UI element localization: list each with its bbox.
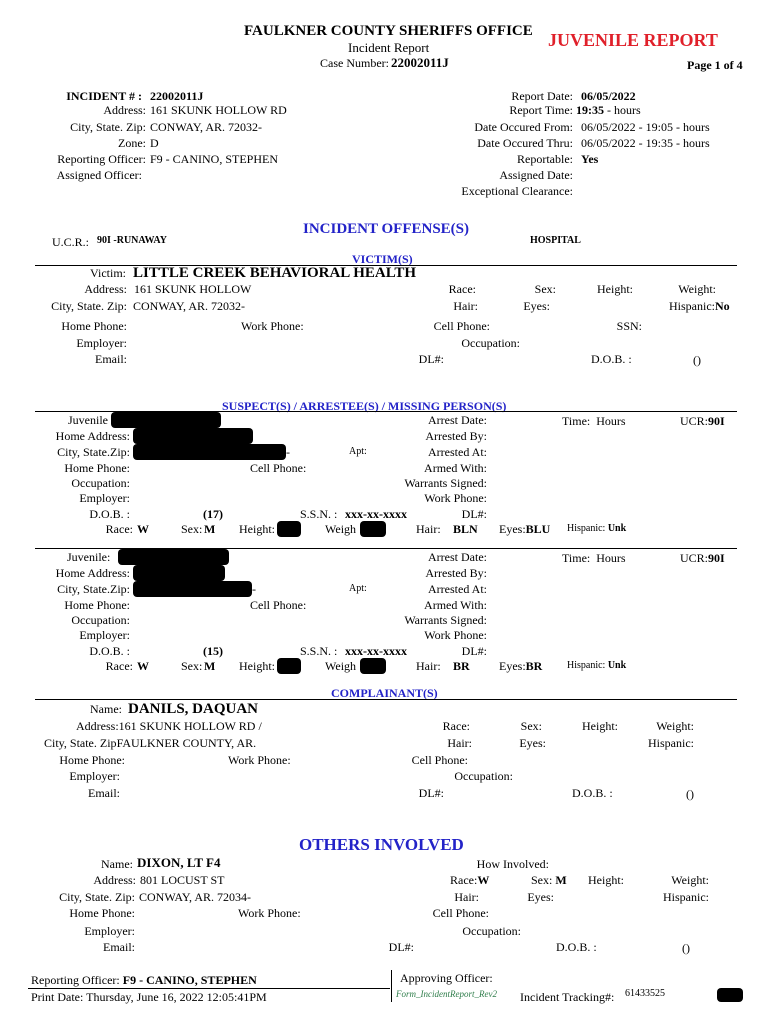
victim-work-phone-label: Work Phone:: [241, 319, 304, 333]
complainant-address: 161 SKUNK HOLLOW RD /: [118, 719, 262, 733]
suspect-1-hair-label: Hair:: [416, 522, 441, 536]
suspect-1-eyes-field: [499, 523, 550, 535]
others-employer-label: Employer:: [84, 924, 135, 938]
occured-from-label: Date Occured From:: [474, 120, 573, 134]
suspect-1-dob-label: D.O.B. :: [89, 507, 130, 521]
others-hispanic-label: Hispanic:: [663, 890, 709, 904]
city-label: City, State. Zip:: [70, 120, 146, 134]
suspect-2-time-field: [562, 552, 626, 564]
suspect-2-hair-label: Hair:: [416, 659, 441, 673]
form-name: Form_IncidentReport_Rev2: [396, 989, 497, 999]
suspect-2-dob-label: D.O.B. :: [89, 644, 130, 658]
complainant-city-label: City, State. Zip: [44, 736, 117, 750]
suspect-2-sex: M: [204, 659, 216, 673]
assigned-officer-label: Assigned Officer:: [56, 168, 142, 182]
report-time-label: Report Time:: [509, 103, 573, 117]
complainant-name: DANILS, DAQUAN: [128, 701, 259, 717]
suspect-2-name-redaction: [118, 549, 229, 565]
suspect-2-home-phone-label: Home Phone:: [64, 598, 130, 612]
victim-label: Victim:: [90, 266, 126, 280]
complainant-divider: [35, 699, 737, 700]
occured-thru: 06/05/2022 - 19:35 - hours: [581, 136, 710, 150]
suspect-1-occupation-label: Occupation:: [71, 476, 130, 490]
ucr-label: U.C.R.:: [52, 235, 90, 249]
suspect-1-ucr-label: UCR:: [680, 414, 709, 428]
others-address-label: Address:: [93, 873, 136, 887]
suspect-2-race-label: Race:: [105, 659, 133, 673]
victim-ssn-label: SSN:: [616, 319, 642, 333]
victim-employer-label: Employer:: [76, 336, 127, 350]
suspect-1-arrested-at-label: Arrested At:: [428, 445, 487, 459]
offense-location: HOSPITAL: [530, 235, 581, 246]
complainant-name-label: Name:: [90, 702, 122, 716]
suspect-1-arrested-by-label: Arrested By:: [425, 429, 487, 443]
victim-email-label: Email:: [95, 352, 127, 366]
others-weight-label: Weight:: [671, 873, 709, 887]
others-height-label: Height:: [588, 873, 624, 887]
suspect-2-time-label: Time:: [562, 551, 591, 565]
victim-cell-phone-label: Cell Phone:: [433, 319, 490, 333]
victim-occupation-label: Occupation:: [461, 336, 520, 350]
victim-city-label: City, State. Zip:: [51, 299, 127, 313]
suspect-1-ucr-field: [680, 415, 725, 427]
suspect-2-city-label: City, State.Zip:: [57, 582, 130, 596]
complainant-dob-label: D.O.B. :: [572, 786, 613, 800]
assigned-date-label: Assigned Date:: [499, 168, 573, 182]
suspect-2-eyes-label: Eyes:: [499, 659, 526, 673]
complainant-employer-label: Employer:: [69, 769, 120, 783]
victim-city: CONWAY, AR. 72032-: [133, 299, 246, 313]
suspect-2-eyes-field: [499, 660, 542, 672]
victim-address: 161 SKUNK HOLLOW: [134, 282, 252, 296]
suspect-2-home-address-label: Home Address:: [55, 566, 130, 580]
suspect-1-ssn: xxx-xx-xxxx: [345, 507, 407, 521]
suspect-2-cell-phone-label: Cell Phone:: [250, 598, 307, 612]
suspect-1-sex: M: [204, 522, 216, 536]
others-email-label: Email:: [103, 940, 135, 954]
others-address: 801 LOCUST ST: [140, 873, 225, 887]
victim-sex-label: Sex:: [534, 282, 556, 296]
occured-thru-label: Date Occured Thru:: [477, 136, 573, 150]
complainant-hispanic-label: Hispanic:: [648, 736, 694, 750]
complainant-address-field: [76, 720, 262, 732]
victim-home-phone-label: Home Phone:: [61, 319, 127, 333]
incident-number: 22002011J: [150, 89, 204, 103]
victim-heading: VICTIM(S): [352, 252, 413, 266]
others-race-label: Race:: [450, 873, 478, 887]
complainant-race-label: Race:: [442, 719, 470, 733]
others-name: DIXON, LT F4: [137, 855, 221, 870]
suspect-1-hispanic: Unk: [607, 523, 627, 534]
complainant-home-phone-label: Home Phone:: [59, 753, 125, 767]
others-dob-label: D.O.B. :: [556, 940, 597, 954]
complainant-height-label: Height:: [582, 719, 618, 733]
incident-address: 161 SKUNK HOLLOW RD: [150, 103, 287, 117]
footer-vertical-divider: [391, 970, 392, 1002]
suspect-2-employer-label: Employer:: [79, 628, 130, 642]
suspect-2-ucr-label: UCR:: [680, 551, 709, 565]
suspect-1-hispanic-label: Hispanic:: [567, 523, 606, 534]
reporting-officer: F9 - CANINO, STEPHEN: [150, 152, 279, 166]
print-date: Print Date: Thursday, June 16, 2022 12:05:41PM: [31, 990, 267, 1004]
footer-reporting-officer-label: Reporting Officer:: [31, 973, 120, 987]
victim-hispanic-label: Hispanic:: [669, 299, 715, 313]
others-occupation-label: Occupation:: [462, 924, 521, 938]
suspect-2-hispanic-label: Hispanic:: [567, 660, 606, 671]
suspect-1-time-field: [562, 415, 626, 427]
zone-label: Zone:: [118, 136, 146, 150]
others-sex: M: [555, 873, 567, 887]
reportable-label: Reportable:: [517, 152, 573, 166]
others-city: CONWAY, AR. 72034-: [139, 890, 252, 904]
suspect-1-hispanic-field: [567, 524, 626, 534]
suspect-2-age: (15): [203, 644, 223, 658]
suspect-1-armed-with-label: Armed With:: [424, 461, 487, 475]
suspect-2-eyes: BR: [525, 659, 543, 673]
others-cell-phone-label: Cell Phone:: [432, 906, 489, 920]
suspect-1-weight-redaction: [360, 521, 386, 537]
suspect-2-ssn: xxx-xx-xxxx: [345, 644, 407, 658]
suspect-1-name-redaction: [111, 412, 221, 428]
complainant-email-label: Email:: [88, 786, 120, 800]
suspect-1-height-label: Height:: [239, 522, 275, 536]
incident-zone: D: [150, 136, 159, 150]
offense-heading: INCIDENT OFFENSE(S): [303, 221, 470, 237]
others-name-label: Name:: [101, 857, 133, 871]
suspect-2-weight-redaction: [360, 658, 386, 674]
victim-weight-label: Weight:: [678, 282, 716, 296]
suspect-1-sex-label: Sex:: [181, 522, 203, 536]
victim-height-label: Height:: [597, 282, 633, 296]
victim-eyes-label: Eyes:: [523, 299, 550, 313]
suspect-1-warrants-label: Warrants Signed:: [404, 476, 487, 490]
complainant-cell-phone-label: Cell Phone:: [411, 753, 468, 767]
suspect-2-height-label: Height:: [239, 659, 275, 673]
complainant-hair-label: Hair:: [447, 736, 472, 750]
suspect-2-address-redaction: [133, 565, 225, 581]
suspect-2-work-phone-label: Work Phone:: [424, 628, 487, 642]
suspect-1-home-address-label: Home Address:: [55, 429, 130, 443]
footer-reporting-officer-field: [31, 974, 257, 986]
others-home-phone-label: Home Phone:: [69, 906, 135, 920]
suspect-2-race: W: [137, 659, 149, 673]
victim-name: LITTLE CREEK BEHAVIORAL HEALTH: [133, 265, 417, 281]
juvenile-report-title: JUVENILE REPORT: [548, 30, 718, 50]
complainant-eyes-label: Eyes:: [519, 736, 546, 750]
victim-race-label: Race:: [448, 282, 476, 296]
complainant-dl-label: DL#:: [418, 786, 444, 800]
address-label: Address:: [103, 103, 146, 117]
others-city-label: City, State. Zip:: [59, 890, 135, 904]
victim-dl-label: DL#:: [418, 352, 444, 366]
suspect-2-arrest-date-label: Arrest Date:: [428, 550, 487, 564]
tracking-number: 61433525: [625, 988, 665, 999]
suspect-2-apt-label: Apt:: [349, 583, 367, 594]
suspect-1-apt-label: Apt:: [349, 446, 367, 457]
suspect-2-weight-label: Weigh: [325, 659, 357, 673]
victim-hispanic: No: [715, 299, 730, 313]
suspect-1-cell-phone-label: Cell Phone:: [250, 461, 307, 475]
report-time: 19:35: [576, 103, 604, 117]
ucr-value: 90I -RUNAWAY: [97, 235, 167, 246]
suspect-1-employer-label: Employer:: [79, 491, 130, 505]
suspect-1-time-label: Time:: [562, 414, 591, 428]
suspect-1-time-value: Hours: [596, 414, 626, 428]
suspect-1-ucr: 90I: [708, 414, 725, 428]
approving-officer-label: Approving Officer:: [400, 971, 493, 985]
suspect-1-race: W: [137, 522, 149, 536]
others-sex-field: [531, 874, 567, 886]
complainant-city: FAULKNER COUNTY, AR.: [116, 736, 257, 750]
suspect-2-city-redaction: [133, 581, 252, 597]
suspect-1-ssn-label: S.S.N. :: [300, 507, 338, 521]
report-time-field: [576, 104, 641, 116]
others-heading: OTHERS INVOLVED: [299, 835, 464, 854]
report-type: Incident Report: [348, 40, 430, 55]
suspect-1-race-label: Race:: [105, 522, 133, 536]
complainant-heading: COMPLAINANT(S): [331, 686, 438, 700]
others-hair-label: Hair:: [454, 890, 479, 904]
victim-hispanic-field: [669, 300, 730, 312]
suspect-1-weight-label: Weigh: [325, 522, 357, 536]
complainant-sex-label: Sex:: [520, 719, 542, 733]
victim-address-label: Address:: [84, 282, 127, 296]
footer-reporting-officer: F9 - CANINO, STEPHEN: [122, 973, 257, 987]
incident-city: CONWAY, AR. 72032-: [150, 120, 263, 134]
victim-hair-label: Hair:: [453, 299, 478, 313]
case-number-label: Case Number:: [320, 56, 389, 70]
suspect-2-height-redaction: [277, 658, 301, 674]
case-number: 22002011J: [391, 55, 449, 70]
suspect-2-arrested-by-label: Arrested By:: [425, 566, 487, 580]
suspect-1-eyes-label: Eyes:: [499, 522, 526, 536]
footer-redaction: [717, 988, 743, 1002]
suspect-1-arrest-date-label: Arrest Date:: [428, 413, 487, 427]
suspect-2-ucr: 90I: [708, 551, 725, 565]
suspect-1-address-redaction: [133, 428, 253, 444]
exceptional-clearance-label: Exceptional Clearance:: [461, 184, 573, 198]
suspects-heading: SUSPECT(S) / ARRESTEE(S) / MISSING PERSON(S): [222, 399, 507, 413]
suspect-1-city-redaction: [133, 444, 286, 460]
report-date: 06/05/2022: [581, 89, 636, 103]
victim-age: (): [693, 353, 701, 367]
suspect-2-arrested-at-label: Arrested At:: [428, 582, 487, 596]
suspect-2-occupation-label: Occupation:: [71, 613, 130, 627]
report-time-suffix: - hours: [607, 103, 641, 117]
suspect-1-dl-label: DL#:: [461, 507, 487, 521]
suspect-2-hair: BR: [453, 659, 470, 673]
others-dl-label: DL#:: [388, 940, 414, 954]
suspect-2-hispanic: Unk: [607, 660, 627, 671]
suspect-2-warrants-label: Warrants Signed:: [404, 613, 487, 627]
complainant-age: (): [686, 787, 694, 801]
complainant-weight-label: Weight:: [656, 719, 694, 733]
complainant-work-phone-label: Work Phone:: [228, 753, 291, 767]
suspect-1-city-label: City, State.Zip:: [57, 445, 130, 459]
others-work-phone-label: Work Phone:: [238, 906, 301, 920]
suspect-1-home-phone-label: Home Phone:: [64, 461, 130, 475]
others-sex-label: Sex:: [531, 873, 553, 887]
tracking-label: Incident Tracking#:: [520, 990, 615, 1004]
reporting-officer-label: Reporting Officer:: [57, 152, 146, 166]
suspect-2-hispanic-field: [567, 661, 626, 671]
report-date-label: Report Date:: [511, 89, 573, 103]
suspect-2-dl-label: DL#:: [461, 644, 487, 658]
suspect-1-height-redaction: [277, 521, 301, 537]
incident-number-label: INCIDENT # :: [66, 89, 142, 103]
suspect-1-city-suffix: -: [286, 445, 290, 459]
others-race: W: [477, 873, 490, 887]
suspect-2-juvenile-label: Juvenile:: [67, 550, 111, 564]
suspect-2-armed-with-label: Armed With:: [424, 598, 487, 612]
office-title: FAULKNER COUNTY SHERIFFS OFFICE: [244, 23, 533, 39]
victim-dob-label: D.O.B. :: [591, 352, 632, 366]
complainant-city-field: [44, 737, 256, 749]
others-how-involved-label: How Involved:: [476, 857, 549, 871]
suspect-1-hair: BLN: [453, 522, 478, 536]
others-race-field: [450, 874, 489, 886]
footer-divider: [28, 988, 390, 989]
suspect-2-city-suffix: -: [252, 582, 256, 596]
suspect-1-age: (17): [203, 507, 223, 521]
suspect-2-ucr-field: [680, 552, 725, 564]
suspect-1-eyes: BLU: [525, 522, 551, 536]
page-number: Page 1 of 4: [687, 58, 743, 72]
suspect-2-sex-label: Sex:: [181, 659, 203, 673]
complainant-address-label: Address:: [76, 719, 119, 733]
suspect-2-time-value: Hours: [596, 551, 626, 565]
suspect-1-juvenile-label: Juvenile: [68, 413, 108, 427]
complainant-occupation-label: Occupation:: [454, 769, 513, 783]
suspect-1-work-phone-label: Work Phone:: [424, 491, 487, 505]
reportable: Yes: [581, 152, 599, 166]
others-eyes-label: Eyes:: [527, 890, 554, 904]
occured-from: 06/05/2022 - 19:05 - hours: [581, 120, 710, 134]
suspect-2-ssn-label: S.S.N. :: [300, 644, 338, 658]
others-age: (): [682, 941, 690, 955]
